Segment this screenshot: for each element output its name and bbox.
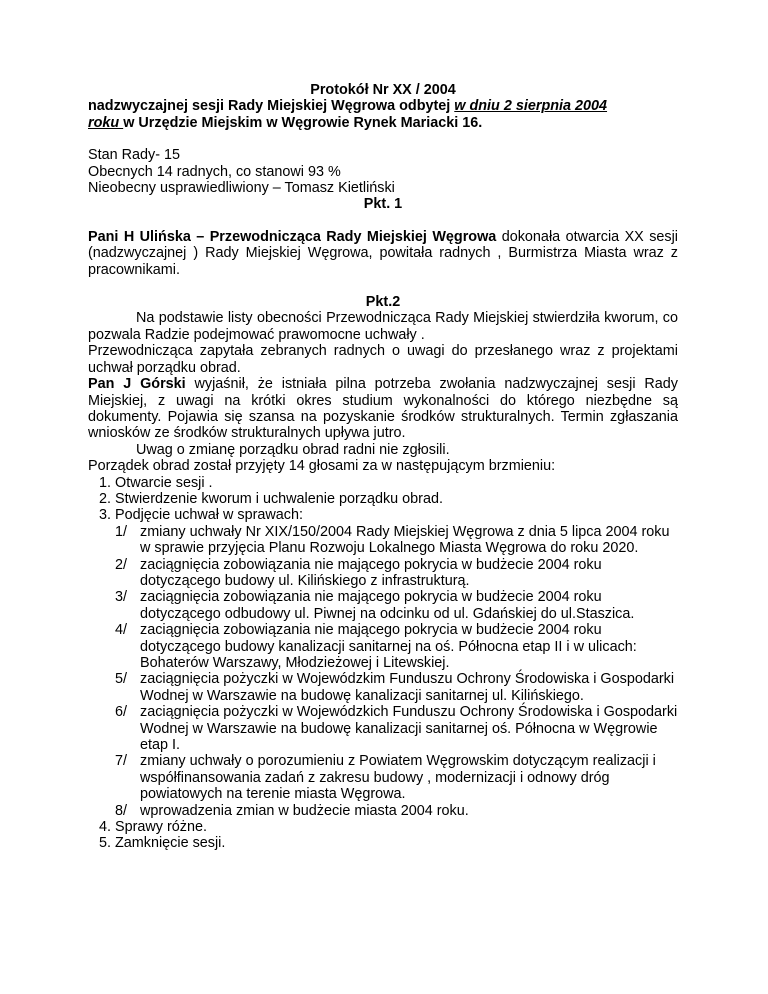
pkt2-paragraph-5: Porządek obrad został przyjęty 14 głosami za w następującym brzmieniu: [88, 458, 556, 475]
resolution-text: zmiany uchwały Nr XIX/150/2004 Rady Miejskiej Węgrowa z dnia 5 lipca 2004 roku w sprawie przyjęcia Planu Rozwoju Lokalnego Miasta Węgrowa do roku 2020. [140, 523, 670, 557]
document-body [88, 82, 678, 852]
resolution-text: zaciągnięcia pożyczki w Wojewódzkim Funduszu Ochrony Środowiska i Gospodarki Wodnej w Warszawie na budowę kanalizacji sanitarnej ul. Kilińskiego. [140, 671, 675, 704]
pkt2-speaker: Pan J Górski [88, 376, 186, 393]
agenda-text: Stwierdzenie kworum i uchwalenie porządku obrad. [115, 490, 443, 507]
agenda-text: Sprawy różne. [115, 819, 207, 836]
stat-line: Stan Rady- 15 [88, 147, 180, 164]
pkt1-heading: Pkt. 1 [363, 196, 403, 213]
pkt1-speaker: Pani H Ulińska – Przewodnicząca Rady Miejskiej Węgrowa [88, 228, 497, 245]
resolution-text: zaciągnięcia zobowiązania nie mającego pokrycia w budżecie 2004 roku dotyczącego budowy kanalizacji sanitarnej na oś. Północna etap II i w ulicach: Bohaterów Warszawy, Młodzieżowej i Litewskiej. [140, 622, 637, 671]
pkt2-paragraph-4: Uwag o zmianę porządku obrad radni nie zgłosili. [136, 441, 450, 458]
agenda-number: 3. [99, 507, 112, 524]
council-stats [88, 147, 678, 196]
resolution-item [88, 803, 678, 819]
resolution-item [88, 704, 678, 753]
pkt1-text: dokonała otwarcia XX sesji (nadzwyczajnej ) Rady Miejskiej Węgrowa, powitała radnych , Burmistrza Miasta wraz z pracownikami. [88, 228, 678, 278]
resolution-text: zaciągnięcia pożyczki w Wojewódzkich Funduszu Ochrony Środowiska i Gospodarki Wodnej w Warszawie na budowę kanalizacji sanitarnej oś. Północna w Węgrowie etap I. [140, 704, 678, 754]
agenda-item [88, 835, 678, 851]
pkt2-paragraph-1: Na podstawie listy obecności Przewodnicząca Rady Miejskiej stwierdziła kworum, co pozwala Radzie podejmować prawomocne uchwały . [88, 310, 678, 343]
resolution-number: 6/ [115, 704, 128, 721]
session-line-a: nadzwyczajnej sesji Rady Miejskiej Węgrowa odbytej [88, 98, 455, 115]
session-date-a: w dniu 2 sierpnia 2004 [454, 98, 608, 115]
agenda-item [88, 475, 678, 491]
resolution-number: 7/ [115, 753, 128, 770]
resolution-number: 2/ [115, 556, 128, 573]
agenda-list [88, 475, 678, 852]
resolution-text: zaciągnięcia zobowiązania nie mającego pokrycia w budżecie 2004 roku dotyczącego budowy ul. Kilińskiego z infrastrukturą. [140, 556, 602, 589]
agenda-number: 4. [99, 819, 112, 836]
agenda-text: Zamknięcie sesji. [115, 835, 226, 852]
session-header [88, 98, 678, 131]
resolution-item [88, 524, 678, 557]
resolution-item [88, 589, 678, 622]
resolution-text: zmiany uchwały o porozumieniu z Powiatem Węgrowskim dotyczącym realizacji i współfinansowania zadań z zakresu budowy , modernizacji i odnowy dróg powiatowych na terenie miasta Węgrowa. [140, 753, 656, 803]
agenda-item [88, 507, 678, 819]
agenda-item [88, 819, 678, 835]
pkt2-heading: Pkt.2 [365, 294, 401, 311]
agenda-number: 2. [99, 490, 112, 507]
resolution-number: 5/ [115, 671, 128, 688]
pkt1-paragraph [88, 229, 678, 278]
resolution-text: wprowadzenia zmian w budżecie miasta 2004 roku. [140, 802, 469, 819]
pkt2-paragraph-2: Przewodnicząca zapytała zebranych radnych o uwagi do przesłanego wraz z projektami uchwał porządku obrad. [88, 343, 678, 376]
resolution-item [88, 622, 678, 671]
session-line-b: w Urzędzie Miejskim w Węgrowie Rynek Mariacki 16. [123, 114, 483, 131]
agenda-item [88, 491, 678, 507]
agenda-text: Otwarcie sesji . [115, 474, 213, 491]
resolution-number: 3/ [115, 589, 128, 606]
stat-line: Obecnych 14 radnych, co stanowi 93 % [88, 163, 341, 180]
resolution-text: zaciągnięcia zobowiązania nie mającego pokrycia w budżecie 2004 roku dotyczącego odbudowy ul. Piwnej na odcinku od ul. Gdańskiej do ul.Staszica. [140, 589, 635, 622]
pkt2-speaker-text: wyjaśnił, że istniała pilna potrzeba zwołania nadzwyczajnej sesji Rady Miejskiej, z uwagi na krótki okres studium wykonalności do którego niezbędne są dokumenty. Pojawia się szansa na pozyskanie środków strukturalnych. Termin zgłaszania wniosków ze środków strukturalnych upływa jutro. [88, 376, 678, 442]
resolution-number: 1/ [115, 523, 128, 540]
stat-line: Nieobecny usprawiedliwiony – Tomasz Kietliński [88, 180, 395, 197]
resolution-number: 4/ [115, 622, 128, 639]
session-date-b: roku [88, 114, 124, 131]
resolution-number: 8/ [115, 802, 128, 819]
agenda-number: 1. [99, 474, 112, 491]
agenda-number: 5. [99, 835, 112, 852]
document-title: Protokół Nr XX / 2004 [310, 82, 456, 98]
agenda-text: Podjęcie uchwał w sprawach: [115, 507, 303, 524]
pkt2-paragraph-3 [88, 376, 678, 442]
resolution-list [88, 524, 678, 819]
resolution-item [88, 557, 678, 590]
resolution-item [88, 671, 678, 704]
resolution-item [88, 753, 678, 802]
